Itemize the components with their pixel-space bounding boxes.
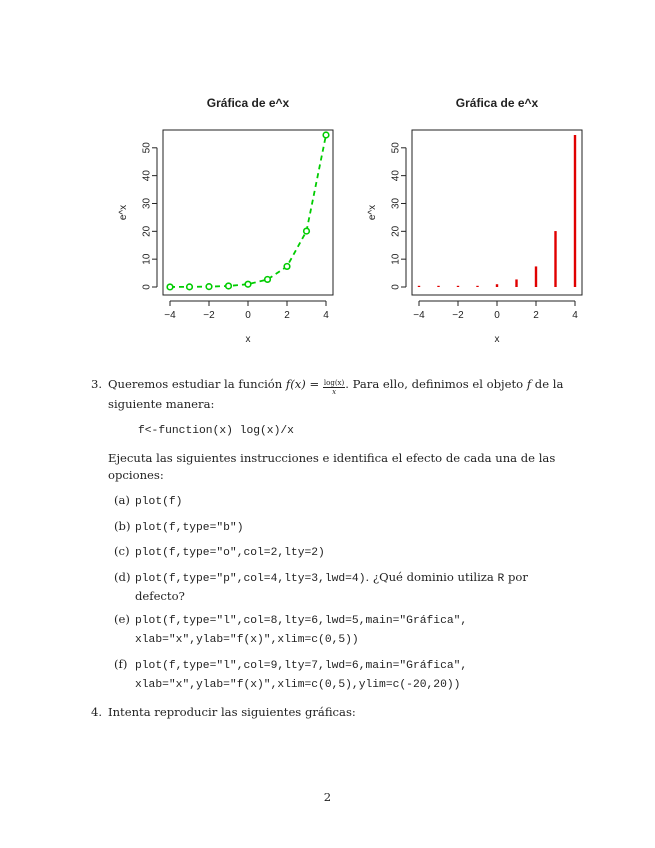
chart-1-y-tick-label: 40	[141, 170, 153, 182]
chart-1-x-tick-label: 0	[245, 310, 251, 321]
function-definition-code: f<-function(x) log(x)/x	[138, 425, 294, 437]
chart-1-series-line	[170, 135, 326, 287]
exercise-3-instruction: Ejecuta las siguientes instrucciones e identifica el efecto de cada una de las opciones:	[108, 451, 556, 482]
chart-1-x-tick-label: −2	[203, 310, 215, 321]
chart-1-data-point	[323, 132, 329, 138]
chart-1-x-tick-label: 2	[284, 310, 290, 321]
option-d-question: . ¿Qué dominio utiliza	[365, 569, 498, 584]
chart-2-y-tick-label: 0	[390, 284, 402, 290]
chart-2-y-tick-label: 20	[390, 225, 402, 237]
chart-1-title: Gráfica de e^x	[206, 96, 290, 110]
option-d	[108, 569, 578, 605]
chart-1-data-point	[226, 283, 232, 289]
chart-1-data-point	[167, 284, 173, 290]
exercise-3-text-c: de la siguiente manera:	[108, 377, 564, 411]
option-e	[108, 611, 578, 649]
option-code: plot(f,type="l",col=8,lty=6,lwd=5,main="Gráfica",	[135, 615, 468, 627]
chart-1-y-tick-label: 20	[141, 225, 153, 237]
chart-2-title: Gráfica de e^x	[455, 96, 539, 110]
option-label: (a)	[114, 493, 130, 507]
chart-1-data-point	[245, 281, 251, 287]
exercise-3-text-b: . Para ello, definimos el objeto	[345, 377, 527, 391]
chart-1-y-tick-label: 30	[141, 197, 153, 210]
chart-2-y-axis-label: e^x	[367, 204, 378, 221]
chart-1-plot-frame	[163, 130, 333, 295]
exercise-4-text: Intenta reproducir las siguientes gráficas:	[108, 704, 356, 719]
chart-1-data-point	[284, 264, 290, 270]
chart-1-x-tick-label: −4	[164, 310, 176, 321]
option-label: (b)	[114, 518, 131, 533]
figures	[0, 0, 655, 360]
exercise-4	[88, 704, 578, 721]
exercise-3-number: 3.	[91, 377, 103, 391]
chart-2-y-tick-label: 40	[390, 170, 402, 182]
options-list	[108, 492, 578, 694]
option-b	[108, 518, 578, 537]
chart-1-y-tick-label: 10	[141, 253, 153, 265]
exercise-3-f: f	[526, 377, 532, 391]
option-d-question-end: por defecto?	[135, 569, 528, 603]
chart-2-x-tick-label: −2	[452, 310, 464, 321]
exercise-4-number: 4.	[91, 704, 103, 719]
option-code-line2: xlab="x",ylab="f(x)",xlim=c(0,5),ylim=c(-20,20))	[135, 678, 461, 691]
chart-2-x-tick-label: 4	[572, 310, 578, 321]
chart-2-y-tick-label: 10	[390, 253, 402, 265]
option-label: (c)	[114, 544, 130, 558]
option-code: plot(f,type="p",col=4,lty=3,lwd=4)	[135, 572, 366, 585]
chart-1-data-point	[206, 284, 212, 290]
option-c	[108, 543, 578, 562]
exercise-3-text-a: Queremos estudiar la función	[108, 377, 286, 391]
chart-1-x-tick-label: 4	[323, 310, 329, 321]
option-code: plot(f)	[135, 496, 183, 508]
fraction-numerator: log(x)	[323, 379, 345, 387]
chart-2-x-axis-label: x	[494, 334, 500, 345]
chart-1-y-tick-label: 0	[141, 284, 153, 290]
page-number: 2	[323, 790, 332, 804]
option-code: plot(f,type="l",col=9,lty=7,lwd=6,main="Gráfica",	[135, 659, 468, 672]
chart-2-x-tick-label: 0	[494, 310, 500, 321]
chart-1-x-axis-label: x	[245, 334, 251, 345]
exercise-3-fx: f(x) =	[285, 377, 320, 391]
chart-1-data-point	[265, 277, 271, 283]
fraction-denominator: x	[332, 388, 337, 396]
option-d-r: R	[497, 572, 505, 585]
chart-1-y-axis-label: e^x	[118, 204, 129, 221]
exercise-content	[88, 376, 578, 727]
chart-1-data-point	[187, 284, 193, 290]
option-label: (f)	[114, 656, 128, 671]
option-label: (d)	[114, 569, 131, 584]
option-a	[108, 492, 578, 511]
chart-1-data-point	[304, 228, 310, 234]
option-code: plot(f,type="b")	[135, 521, 244, 534]
exercise-3	[88, 376, 578, 694]
chart-2-x-tick-label: −4	[413, 310, 425, 321]
option-code: plot(f,type="o",col=2,lty=2)	[135, 547, 325, 559]
log-x-over-x-fraction	[323, 379, 345, 396]
chart-2-y-tick-label: 50	[390, 142, 402, 154]
option-label: (e)	[114, 612, 130, 626]
option-code-line2: xlab="x",ylab="f(x)",xlim=c(0,5))	[135, 634, 359, 646]
chart-2-y-tick-label: 30	[390, 197, 402, 210]
option-f	[108, 656, 578, 694]
chart-1-y-tick-label: 50	[141, 142, 153, 154]
chart-2-x-tick-label: 2	[533, 310, 539, 321]
